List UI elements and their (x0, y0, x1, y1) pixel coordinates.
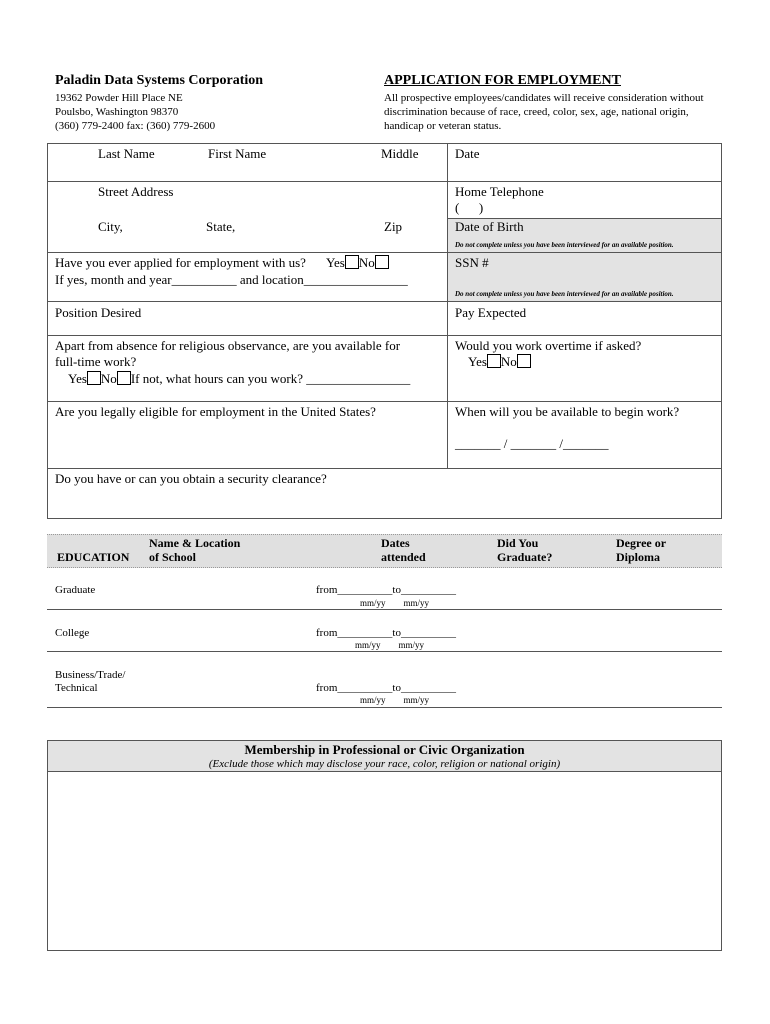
col-graduate-line1: Did You (497, 536, 539, 550)
home-telephone-field[interactable]: Home Telephone (455, 184, 544, 199)
overtime-answer: Yes No (468, 354, 531, 370)
membership-title: Membership in Professional or Civic Organization (244, 742, 525, 757)
col-name-line2: of School (149, 550, 197, 564)
zip-field[interactable]: Zip (384, 219, 403, 234)
fulltime-question-line2: full-time work? (55, 354, 137, 369)
column-divider (447, 143, 448, 469)
notice-line1: All prospective employees/candidates will receive consideration without (384, 92, 704, 104)
edu-row-technical-mmyy: mm/yy mm/yy (360, 695, 430, 705)
begin-date-field[interactable]: _______ / _______ /_______ (455, 436, 609, 451)
fulltime-answer: Yes No If not, what hours can you work? ________________ (68, 371, 411, 386)
edu-row-graduate-dates[interactable]: from__________to__________ (316, 584, 456, 596)
street-address-field[interactable]: Street Address (98, 184, 174, 199)
edu-row-college-dates[interactable]: from__________to__________ (316, 627, 456, 639)
notice-line2: discrimination because of race, creed, color, sex, age, national origin, (384, 106, 689, 118)
col-graduate-line2: Graduate? (497, 550, 553, 564)
city-field[interactable]: City, (98, 219, 123, 234)
hours-field[interactable]: If not, what hours can you work? ________________ (130, 371, 411, 386)
fulltime-question-line1: Apart from absence for religious observance, are you available for (55, 338, 401, 353)
state-field[interactable]: State, (206, 219, 236, 234)
membership-subtitle: (Exclude those which may disclose your race, color, religion or national origin) (208, 758, 561, 770)
eligible-question: Are you legally eligible for employment in the United States? (55, 404, 376, 419)
company-phone: (360) 779-2400 fax: (360) 779-2600 (55, 120, 216, 132)
middle-field[interactable]: Middle (381, 146, 419, 161)
applied-question: Have you ever applied for employment with us? Yes No (55, 255, 389, 271)
last-name-field[interactable]: Last Name (98, 146, 155, 161)
edu-row-college-mmyy: mm/yy mm/yy (355, 640, 425, 650)
edu-row-divider (47, 651, 722, 652)
membership-entry-area[interactable] (48, 772, 721, 950)
date-field[interactable]: Date (455, 146, 480, 161)
col-degree-line2: Diploma (616, 550, 661, 564)
overtime-question: Would you work overtime if asked? (455, 338, 642, 353)
dob-note: Do not complete unless you have been interviewed for an available position. (455, 241, 674, 249)
col-degree-line1: Degree or (616, 536, 667, 550)
fulltime-yes-checkbox[interactable] (87, 371, 101, 385)
position-desired-field[interactable]: Position Desired (55, 305, 142, 320)
clearance-question[interactable]: Do you have or can you obtain a security clearance? (55, 471, 327, 486)
home-telephone-area: ( ) (455, 200, 484, 215)
education-heading: EDUCATION (57, 550, 130, 564)
applied-yes-checkbox[interactable] (345, 255, 359, 269)
edu-row-graduate-label: Graduate (55, 584, 96, 596)
applied-month-location[interactable]: If yes, month and year__________ and location________________ (55, 272, 408, 287)
edu-row-graduate-mmyy: mm/yy mm/yy (360, 598, 430, 608)
edu-row-technical-label: Business/Trade/ (55, 669, 126, 681)
applied-no-checkbox[interactable] (375, 255, 389, 269)
notice-line3: handicap or veteran status. (384, 120, 502, 132)
company-name: Paladin Data Systems Corporation (55, 73, 264, 88)
pay-expected-field[interactable]: Pay Expected (455, 305, 527, 320)
overtime-no-checkbox[interactable] (517, 354, 531, 368)
begin-work-question: When will you be available to begin work? (455, 404, 680, 419)
edu-row-college-label: College (55, 627, 90, 639)
col-name-line1: Name & Location (149, 536, 241, 550)
fulltime-no-checkbox[interactable] (117, 371, 131, 385)
edu-row-technical-dates[interactable]: from__________to__________ (316, 682, 456, 694)
first-name-field[interactable]: First Name (208, 146, 267, 161)
edu-row-divider (47, 707, 722, 708)
edu-row-technical-label2: Technical (55, 682, 98, 694)
col-dates-line1: Dates (381, 536, 410, 550)
company-address2: Poulsbo, Washington 98370 (55, 106, 179, 118)
edu-row-divider (47, 609, 722, 610)
col-dates-line2: attended (381, 550, 426, 564)
ssn-field[interactable]: SSN # (455, 255, 489, 270)
dob-field[interactable]: Date of Birth (455, 219, 524, 234)
ssn-note: Do not complete unless you have been interviewed for an available position. (455, 290, 674, 298)
company-address1: 19362 Powder Hill Place NE (55, 92, 183, 104)
form-title: APPLICATION FOR EMPLOYMENT (384, 73, 621, 88)
overtime-yes-checkbox[interactable] (487, 354, 501, 368)
